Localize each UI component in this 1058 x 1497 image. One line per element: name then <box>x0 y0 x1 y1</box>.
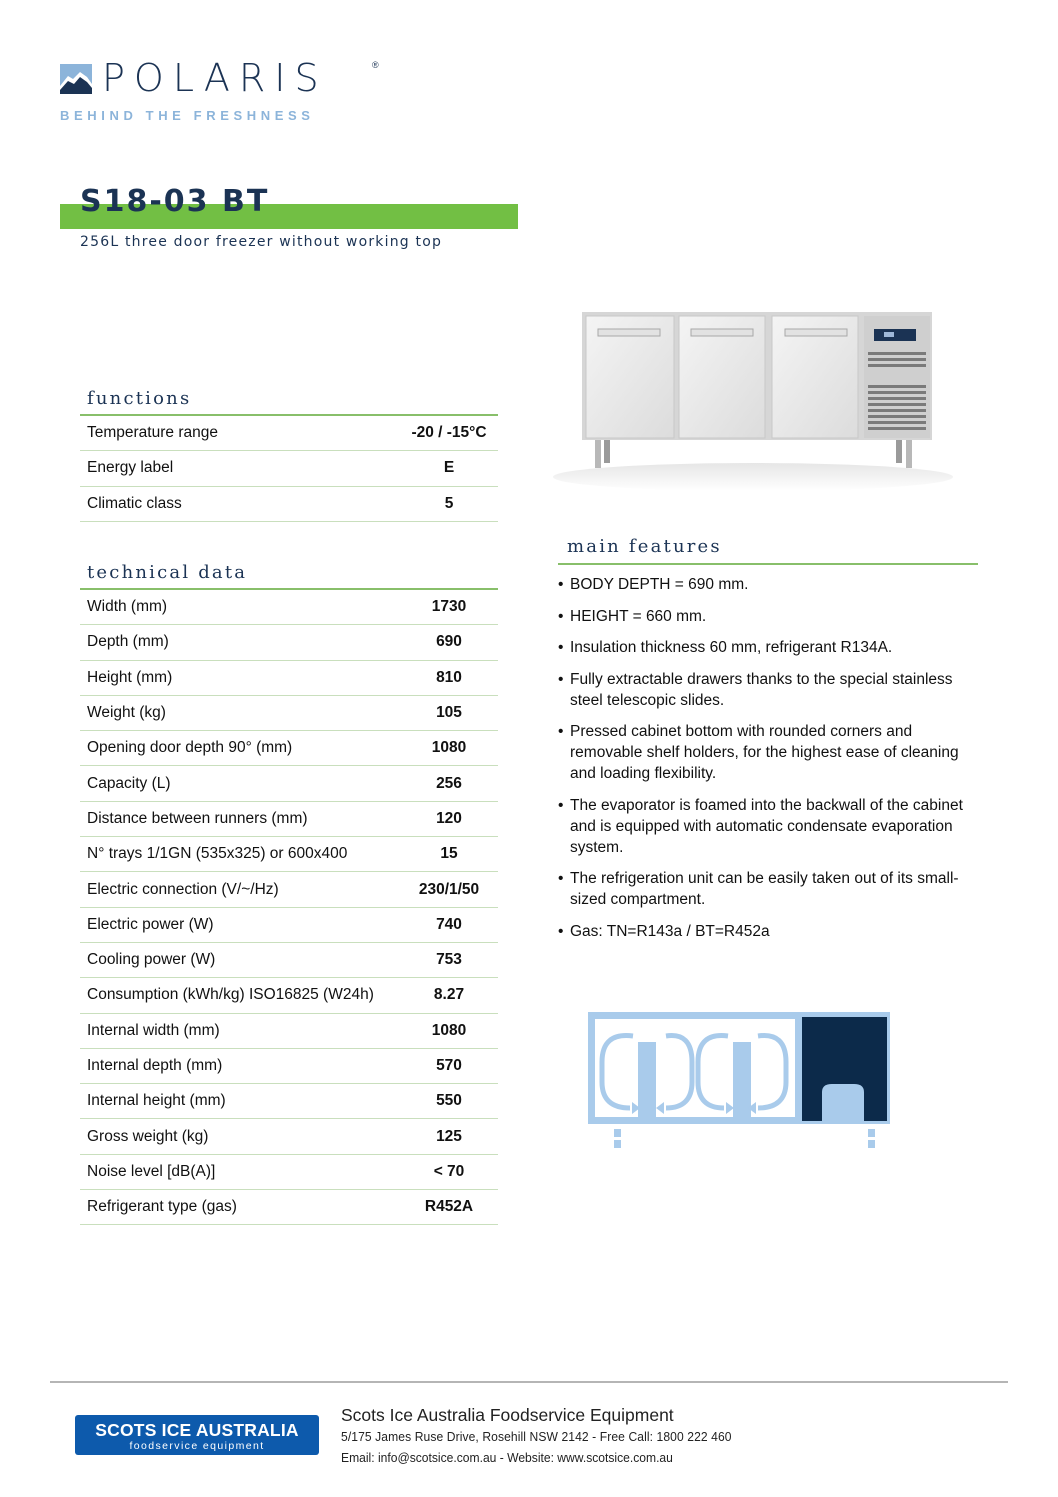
table-row <box>80 661 498 696</box>
table-row <box>80 1190 498 1225</box>
table-row <box>80 1084 498 1119</box>
bullet-icon: • <box>558 576 564 593</box>
feature-item <box>558 721 978 784</box>
table-row <box>80 766 498 801</box>
row-value: 256 <box>436 774 462 792</box>
logo-line-2: foodservice equipment <box>129 1440 265 1452</box>
row-label: Energy label <box>87 459 174 477</box>
row-label: Noise level [dB(A)] <box>87 1162 216 1180</box>
table-row <box>80 908 498 943</box>
functions-heading: functions <box>87 388 192 409</box>
row-label: Electric connection (V/~/Hz) <box>87 880 279 898</box>
table-row <box>80 1049 498 1084</box>
brand-tagline: BEHIND THE FRESHNESS <box>60 108 315 123</box>
table-row <box>80 590 498 625</box>
footer-company: Scots Ice Australia Foodservice Equipment <box>341 1405 674 1425</box>
row-label: Gross weight (kg) <box>87 1127 209 1145</box>
scots-ice-logo <box>75 1415 319 1455</box>
row-label: Width (mm) <box>87 598 168 616</box>
table-row <box>80 1155 498 1190</box>
footer-contact: Email: info@scotsice.com.au - Website: www.scotsice.com.au <box>341 1450 673 1465</box>
row-value: 5 <box>444 494 454 512</box>
row-value: 1730 <box>431 598 467 616</box>
feature-text: HEIGHT = 660 mm. <box>570 607 707 625</box>
row-label: N° trays 1/1GN (535x325) or 600x400 <box>87 845 348 863</box>
table-row <box>80 1119 498 1154</box>
row-value: 753 <box>436 951 462 969</box>
row-label: Consumption (kWh/kg) ISO16825 (W24h) <box>87 986 374 1004</box>
feature-text: Insulation thickness 60 mm, refrigerant R134A. <box>570 639 893 656</box>
row-value: 570 <box>436 1057 462 1074</box>
row-label: Opening door depth 90° (mm) <box>87 739 293 757</box>
main-features-divider <box>558 563 978 565</box>
row-value: < 70 <box>433 1162 465 1180</box>
row-value: 1080 <box>431 739 467 757</box>
row-value: 1080 <box>431 1021 467 1039</box>
row-label: Capacity (L) <box>87 774 171 792</box>
mountain-logo-icon <box>60 64 92 94</box>
feature-text: The refrigeration unit can be easily taken out of its small-sized compartment. <box>570 870 959 908</box>
row-label: Internal width (mm) <box>87 1021 220 1039</box>
bullet-icon: • <box>558 607 564 625</box>
product-code: S18-03 BT <box>80 184 270 219</box>
row-value: 690 <box>436 633 462 651</box>
feature-item <box>558 795 978 858</box>
row-value: 15 <box>440 845 458 863</box>
registered-mark: ® <box>372 60 379 70</box>
bullet-icon: • <box>558 670 564 688</box>
table-row <box>80 802 498 837</box>
row-value: 550 <box>436 1092 462 1110</box>
row-label: Electric power (W) <box>87 915 214 933</box>
feature-text: Pressed cabinet bottom with rounded corners and removable shelf holders, for the highest ease of cleaning and loading flexibility. <box>570 723 959 782</box>
row-label: Temperature range <box>87 424 218 442</box>
row-value: 8.27 <box>433 986 465 1004</box>
footer-address: 5/175 James Ruse Drive, Rosehill NSW 2142 - Free Call: 1800 222 460 <box>341 1429 732 1444</box>
row-value: -20 / -15°C <box>411 424 487 442</box>
table-row <box>80 837 498 872</box>
row-value: 740 <box>436 915 462 933</box>
feature-text: Fully extractable drawers thanks to the special stainless steel telescopic slides. <box>570 670 953 709</box>
feature-item <box>558 574 978 595</box>
row-label: Internal depth (mm) <box>87 1057 223 1074</box>
feature-text: The evaporator is foamed into the backwall of the cabinet and is equipped with automatic condensate evaporation system. <box>570 796 963 856</box>
bullet-icon: • <box>558 922 564 940</box>
row-label: Distance between runners (mm) <box>87 809 308 827</box>
table-row <box>80 625 498 660</box>
main-features-list <box>558 574 978 952</box>
row-value: E <box>443 459 455 477</box>
row-value: 230/1/50 <box>418 880 480 898</box>
table-row <box>80 451 498 486</box>
feature-item <box>558 637 978 658</box>
row-value: 810 <box>436 668 462 686</box>
main-features-heading: main features <box>567 536 722 557</box>
table-row <box>80 731 498 766</box>
table-row <box>80 1014 498 1049</box>
feature-item <box>558 669 978 711</box>
feature-text: Gas: TN=R143a / BT=R452a <box>570 922 770 940</box>
row-label: Refrigerant type (gas) <box>87 1198 237 1216</box>
logo-line-1: SCOTS ICE AUSTRALIA <box>95 1420 299 1440</box>
feature-text: BODY DEPTH = 690 mm. <box>570 576 749 593</box>
table-row <box>80 487 498 522</box>
product-description: 256L three door freezer without working top <box>80 234 443 250</box>
functions-table <box>80 416 498 522</box>
table-row <box>80 872 498 907</box>
row-value: 105 <box>436 704 462 722</box>
row-label: Height (mm) <box>87 668 173 686</box>
feature-item <box>558 606 978 627</box>
row-label: Depth (mm) <box>87 633 169 651</box>
row-value: R452A <box>424 1198 474 1216</box>
product-image <box>552 305 954 495</box>
row-value: 120 <box>436 809 462 827</box>
feature-item <box>558 868 978 910</box>
feature-item <box>558 921 978 942</box>
technical-data-table <box>80 590 498 1225</box>
bullet-icon: • <box>558 639 564 656</box>
airflow-diagram <box>588 1012 894 1152</box>
row-label: Weight (kg) <box>87 704 166 722</box>
row-value: 125 <box>436 1127 462 1145</box>
bullet-icon: • <box>558 870 564 887</box>
table-row <box>80 416 498 451</box>
table-row <box>80 696 498 731</box>
table-row <box>80 943 498 978</box>
footer-divider <box>50 1381 1008 1383</box>
technical-data-heading: technical data <box>87 562 248 583</box>
bullet-icon: • <box>558 796 564 814</box>
table-row <box>80 978 498 1013</box>
brand-name: POLARIS <box>102 56 328 100</box>
row-label: Internal height (mm) <box>87 1092 226 1110</box>
bullet-icon: • <box>558 723 564 740</box>
row-label: Climatic class <box>87 494 182 512</box>
row-label: Cooling power (W) <box>87 951 216 969</box>
